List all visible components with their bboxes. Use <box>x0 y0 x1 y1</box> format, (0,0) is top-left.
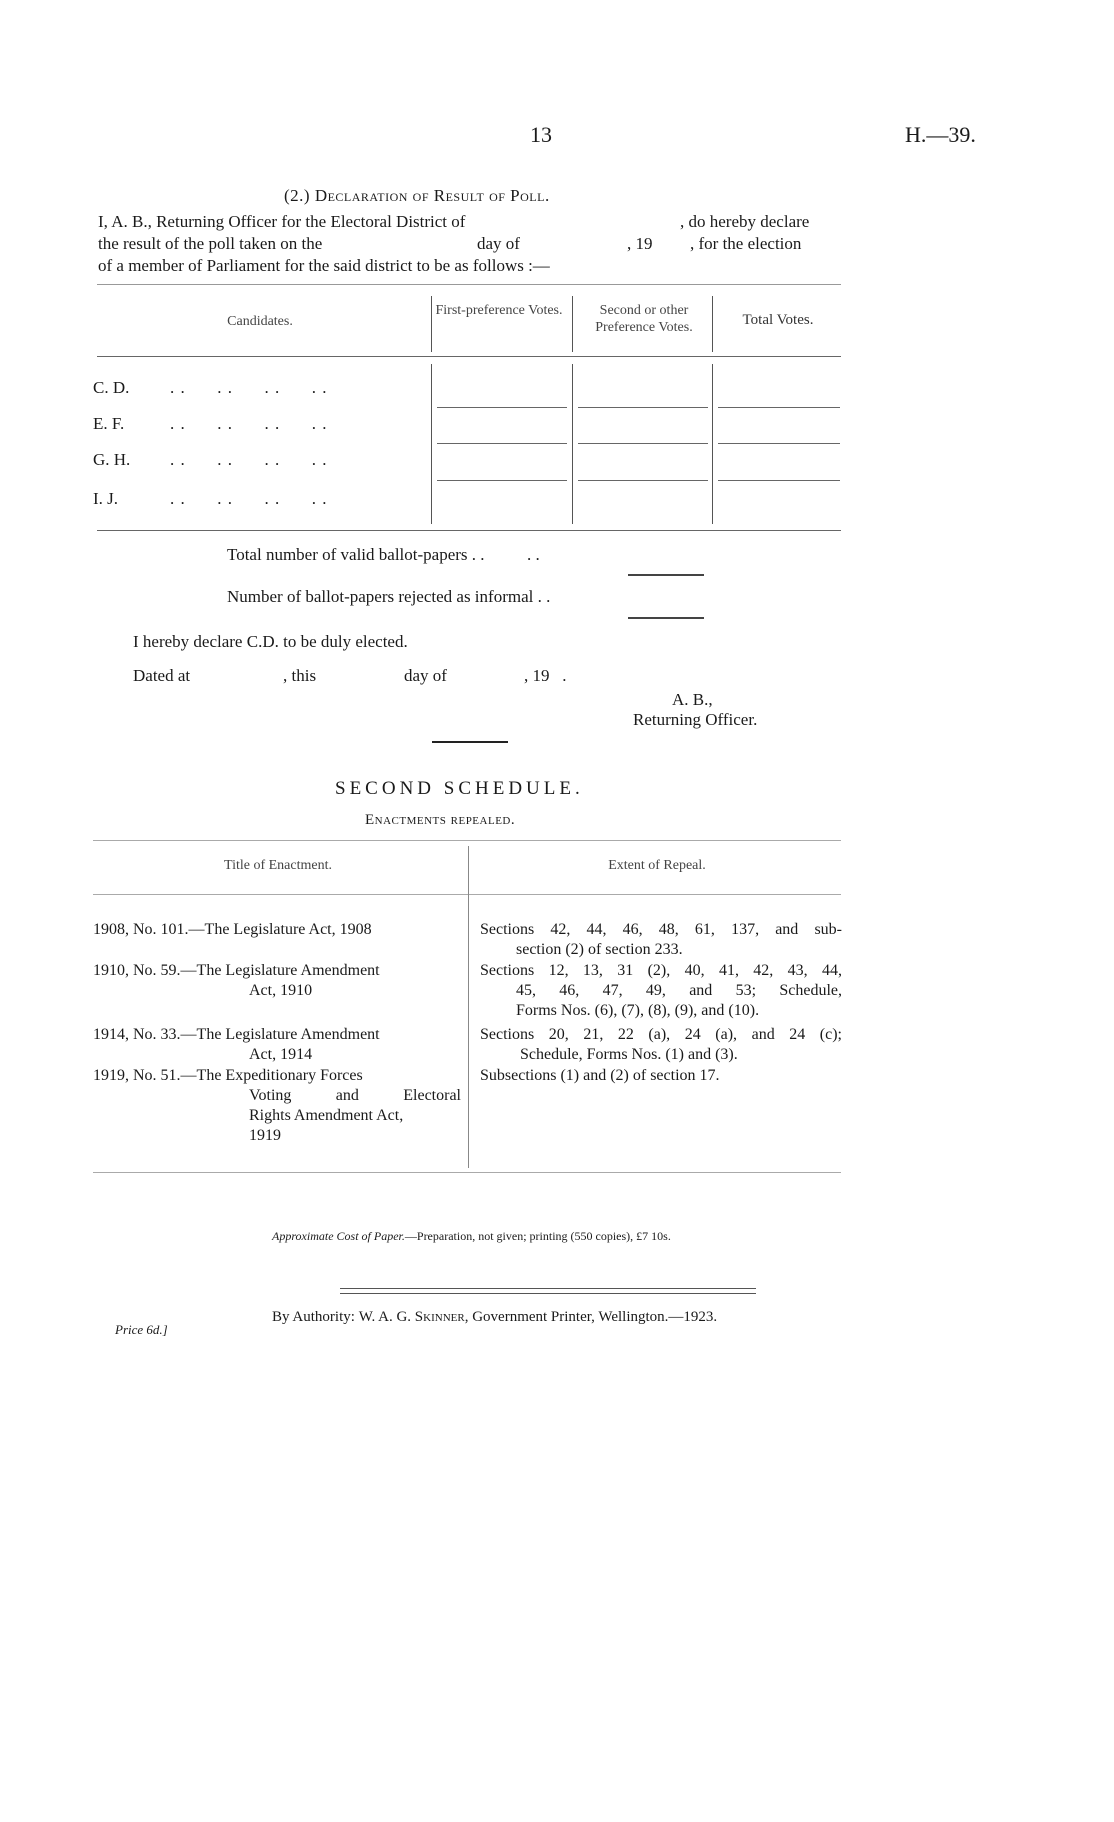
candidate-name: G. H. <box>93 450 131 469</box>
header-first-preference: First-preference Votes. <box>435 303 563 318</box>
header-rule <box>97 356 841 357</box>
declaration-line-2-a: the result of the poll taken on the <box>98 234 323 253</box>
cost-text: —Preparation, not given; printing (550 copies), £7 10s. <box>404 1229 671 1243</box>
dated-year: , 19 . <box>524 666 567 685</box>
row-leader-dots: . . . . . . . . <box>170 489 328 508</box>
cell-rule-1c <box>718 407 840 408</box>
enactment-title: 1910, No. 59.—The Legislature Amendment <box>93 962 380 979</box>
rejected-ballot-label: Number of ballot-papers rejected as informal . . <box>227 587 551 606</box>
section-separator <box>432 741 508 743</box>
elected-statement: I hereby declare C.D. to be duly elected. <box>133 632 408 651</box>
cost-note <box>272 1229 671 1244</box>
header-divider-3 <box>712 296 713 352</box>
cell-rule-2b <box>578 443 708 444</box>
repeal-extent: Sections 42, 44, 46, 48, 61, 137, and sub- section (2) of section 233. <box>480 921 842 958</box>
table-bottom-rule <box>97 530 841 531</box>
header-candidates: Candidates. <box>227 314 293 329</box>
declaration-line-2-d: , for the election <box>690 234 802 253</box>
table-row <box>93 414 124 434</box>
valid-ballot-label: Total number of valid ballot-papers . . . . <box>227 545 540 564</box>
declaration-line-3: of a member of Parliament for the said district to be as follows :— <box>98 256 550 275</box>
cell-rule-3c <box>718 480 840 481</box>
row-leader-dots: . . . . . . . . <box>170 450 328 469</box>
repeal-top-rule <box>93 840 841 841</box>
repeal-extent: Sections 20, 21, 22 (a), 24 (a), and 24 (c); Schedule, Forms Nos. (1) and (3). <box>480 1026 842 1063</box>
price: Price 6d.] <box>115 1322 168 1337</box>
body-divider-1 <box>431 364 432 524</box>
table-row: 1919, No. 51.—The Expeditionary Forces Voting and Electoral Rights Amendment Act, 1919 <box>93 1067 461 1144</box>
imprint-rule-top <box>340 1288 756 1289</box>
repeal-bottom-rule <box>93 1172 841 1173</box>
cell-rule-2c <box>718 443 840 444</box>
cell-rule-3b <box>578 480 708 481</box>
table-row <box>93 920 461 940</box>
enactment-title: 1914, No. 33.—The Legislature Amendment <box>93 1026 380 1043</box>
imprint <box>272 1309 717 1326</box>
candidate-name: I. J. <box>93 489 119 508</box>
cost-label: Approximate Cost of Paper. <box>272 1229 405 1243</box>
header-total-votes: Total Votes. <box>742 312 814 328</box>
row-leader-dots: . . . . . . . . <box>170 378 328 397</box>
table-top-rule <box>97 284 841 285</box>
body-divider-2 <box>572 364 573 524</box>
cell-rule-1b <box>578 407 708 408</box>
declaration-line-1-right: , do hereby declare <box>680 212 810 231</box>
body-divider-3 <box>712 364 713 524</box>
schedule-title: SECOND SCHEDULE. <box>335 778 584 799</box>
table-row <box>93 378 129 398</box>
dated-this: , this <box>283 666 317 685</box>
row-leader-dots: . . . . . . . . <box>170 414 328 433</box>
rejected-total-rule <box>628 617 704 619</box>
table-row: 1914, No. 33.—The Legislature Amendment Act, 1914 <box>93 1025 461 1065</box>
col-extent-repeal: Extent of Repeal. <box>608 858 706 873</box>
printer-name: W. A. G. Skinner <box>358 1309 465 1325</box>
enactment-title: 1908, No. 101.—The Legislature Act, 1908 <box>93 921 372 938</box>
signatory-name: A. B., <box>672 690 713 709</box>
authority-label: By Authority: <box>272 1309 355 1325</box>
header-divider-2 <box>572 296 573 352</box>
table-row <box>93 450 130 470</box>
cell-rule-3a <box>437 480 567 481</box>
repeal-column-divider <box>468 846 469 1168</box>
declaration-heading: (2.) Declaration of Result of Poll. <box>284 186 550 205</box>
repeal-extent: Sections 12, 13, 31 (2), 40, 41, 42, 43, 44, 45, 46, 47, 49, and 53; Schedule, Forms Nos. (6), (7), (8), (9), and (10). <box>480 962 842 1019</box>
enactment-title: 1919, No. 51.—The Expeditionary Forces <box>93 1067 363 1084</box>
declaration-line-1-left: I, A. B., Returning Officer for the Electoral District of <box>98 212 466 231</box>
cell-rule-2a <box>437 443 567 444</box>
repeal-header-rule <box>93 894 841 895</box>
signatory-title: Returning Officer. <box>633 710 758 729</box>
declaration-line-2-c: , 19 <box>627 234 653 253</box>
dated-day-of: day of <box>404 666 447 685</box>
candidate-name: C. D. <box>93 378 130 397</box>
dated-at: Dated at <box>133 666 191 685</box>
page-number: 13 <box>530 122 552 147</box>
valid-total-rule <box>628 574 704 576</box>
table-row <box>93 489 118 509</box>
document-reference: H.—39. <box>905 122 976 147</box>
header-second-preference: Second or other Preference Votes. <box>595 303 693 335</box>
repeal-extent: Subsections (1) and (2) of section 17. <box>480 1067 720 1084</box>
schedule-subtitle: Enactments repealed. <box>365 812 516 828</box>
imprint-rule-bottom <box>340 1293 756 1294</box>
cell-rule-1a <box>437 407 567 408</box>
printer-details: , Government Printer, Wellington.—1923. <box>464 1309 718 1325</box>
candidate-name: E. F. <box>93 414 125 433</box>
header-divider-1 <box>431 296 432 352</box>
table-row: 1910, No. 59.—The Legislature Amendment Act, 1910 <box>93 961 461 1001</box>
col-title-enactment: Title of Enactment. <box>224 858 332 873</box>
declaration-line-2-b: day of <box>477 234 520 253</box>
